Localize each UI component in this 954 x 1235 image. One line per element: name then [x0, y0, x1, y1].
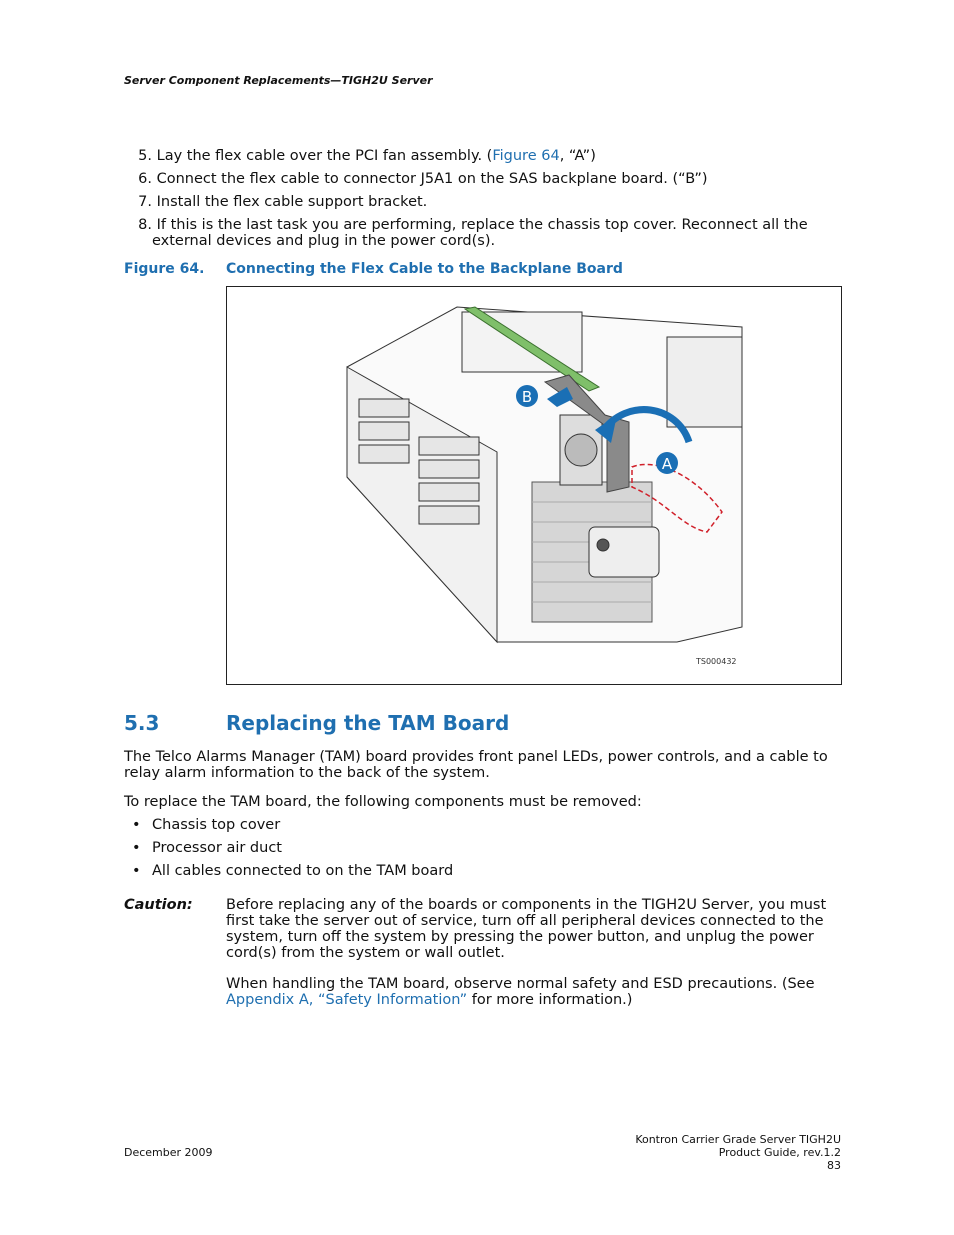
bullet-text: Processor air duct	[152, 840, 282, 856]
step-text: Connect the flex cable to connector J5A1 on the SAS backplane board. (“B”)	[156, 171, 708, 187]
figure-caption	[124, 261, 623, 277]
power-supply	[667, 337, 742, 427]
caution-text-tail: for more information.)	[467, 992, 633, 1008]
caution-paragraph-2	[226, 976, 846, 1008]
caution-body	[226, 897, 846, 1008]
caution-paragraph: Before replacing any of the boards or components in the TIGH2U Server, you must first take the server out of service, turn off all peripheral devices connected to the system, turn off the system by pressing the power button, and unplug the power cord(s) from the system or wall outlet.	[226, 897, 827, 961]
caution-label: Caution:	[124, 897, 193, 913]
footer-guide: Product Guide, rev.1.2	[718, 1146, 841, 1159]
figure-title: Connecting the Flex Cable to the Backplane Board	[226, 261, 623, 277]
step-text: Lay the flex cable over the PCI fan assembly. (	[156, 148, 493, 164]
bullet-text: All cables connected to on the TAM board	[152, 863, 454, 879]
step-text: If this is the last task you are performing, replace the chassis top cover. Reconnect all the external devices and plug in the power cord(s).	[152, 217, 808, 249]
list-item	[124, 171, 844, 187]
callout-a: A	[661, 455, 673, 473]
list-item: • Processor air duct	[132, 840, 453, 863]
footer-date: December 2009	[124, 1146, 213, 1159]
step-number: 6.	[138, 171, 152, 187]
figure-frame	[226, 286, 842, 685]
footer-info	[635, 1133, 841, 1172]
step-number: 8.	[138, 217, 152, 233]
step-text-tail: , “A”)	[559, 148, 596, 164]
running-header: Server Component Replacements—TIGH2U Server	[124, 74, 433, 87]
bullet-list	[132, 817, 453, 886]
list-item: • Chassis top cover	[132, 817, 453, 840]
image-id: TS000432	[696, 657, 737, 666]
step-number: 5.	[138, 148, 152, 164]
server-illustration	[227, 287, 841, 684]
step-text: Install the flex cable support bracket.	[156, 194, 428, 210]
callout-b: B	[521, 388, 533, 406]
section-number: 5.3	[124, 711, 160, 735]
page-number: 83	[827, 1159, 841, 1172]
section-title: Replacing the TAM Board	[226, 711, 510, 735]
appendix-link[interactable]: Appendix A, “Safety Information”	[226, 992, 468, 1008]
list-item	[124, 148, 844, 164]
section-heading	[124, 711, 509, 735]
list-item: • All cables connected to on the TAM board	[132, 863, 453, 886]
list-item	[124, 194, 844, 210]
footer-product: Kontron Carrier Grade Server TIGH2U	[635, 1133, 841, 1146]
caution-text: When handling the TAM board, observe normal safety and ESD precautions. (See	[226, 976, 815, 992]
step-list	[124, 148, 844, 256]
lead-paragraph: To replace the TAM board, the following components must be removed:	[124, 794, 642, 810]
intro-paragraph: The Telco Alarms Manager (TAM) board provides front panel LEDs, power controls, and a cable to relay alarm information to the back of the system.	[124, 749, 828, 781]
bullet-text: Chassis top cover	[152, 817, 281, 833]
figure-label: Figure 64.	[124, 261, 205, 277]
list-item	[124, 217, 844, 249]
tam-panel	[589, 527, 659, 577]
step-number: 7.	[138, 194, 152, 210]
figure-link[interactable]: Figure 64	[492, 148, 560, 164]
